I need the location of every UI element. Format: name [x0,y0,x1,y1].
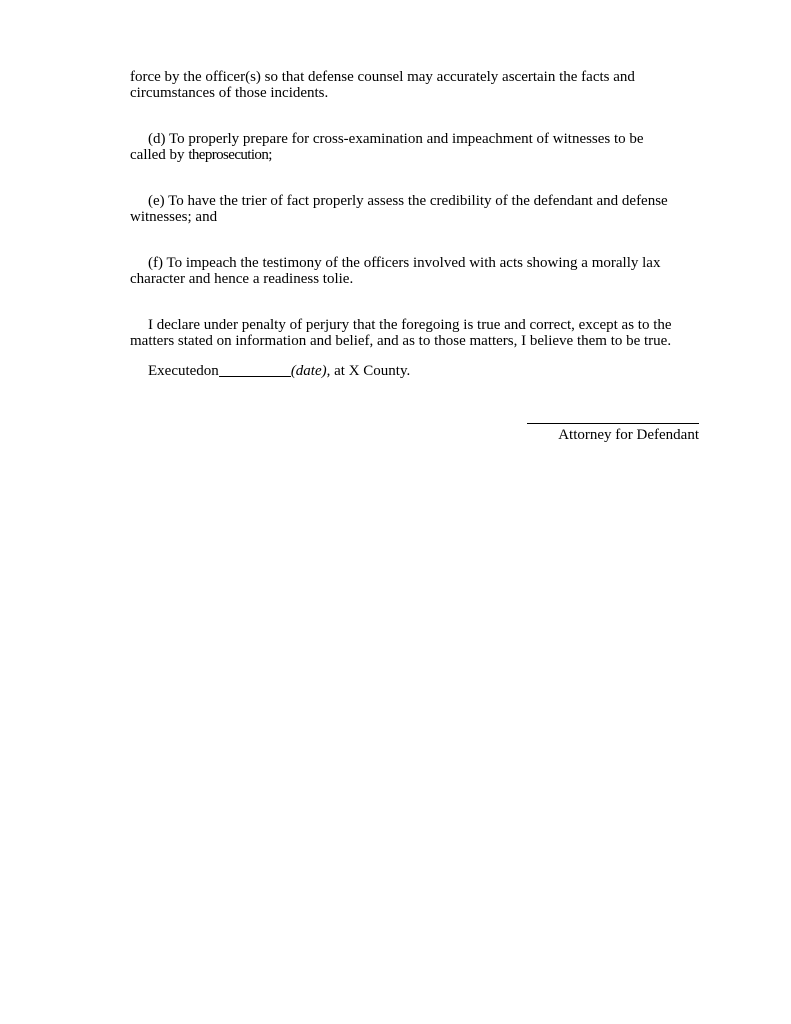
paragraph-line: (e) To have the trier of fact properly assess the credibility of the defendant and defense [148,193,668,209]
execution-prefix: Executedon [148,363,219,379]
paragraph-line: force by the officer(s) so that defense counsel may accurately ascertain the facts and [130,69,635,85]
date-blank [219,362,291,377]
paragraph-d [130,131,702,163]
paragraph-line-end: theprosecution; [188,147,272,163]
execution-suffix: , at X County. [326,363,411,379]
declaration-paragraph [130,317,702,349]
paragraph-c-continuation [130,69,702,101]
paragraph-line: (d) To properly prepare for cross-examination and impeachment of witnesses to be [148,131,644,147]
paragraph-line: I declare under penalty of perjury that the foregoing is true and correct, except as to the [148,317,672,333]
signature-label: Attorney for Defendant [558,427,699,443]
signature-line [527,423,699,424]
paragraph-line: witnesses; and [130,209,218,225]
paragraph-e [130,193,702,225]
paragraph-line: circumstances of those incidents. [130,85,329,101]
paragraph-line: matters stated on information and belief, and as to those matters, I believe them to be true. [130,333,672,349]
paragraph-line: character and hence a readiness tolie. [130,271,354,287]
paragraph-line: (f) To impeach the testimony of the officers involved with acts showing a morally lax [148,255,661,271]
date-placeholder: (date) [290,363,327,379]
paragraph-f [130,255,702,287]
execution-line [148,362,410,379]
paragraph-line-start: called by [130,147,189,163]
